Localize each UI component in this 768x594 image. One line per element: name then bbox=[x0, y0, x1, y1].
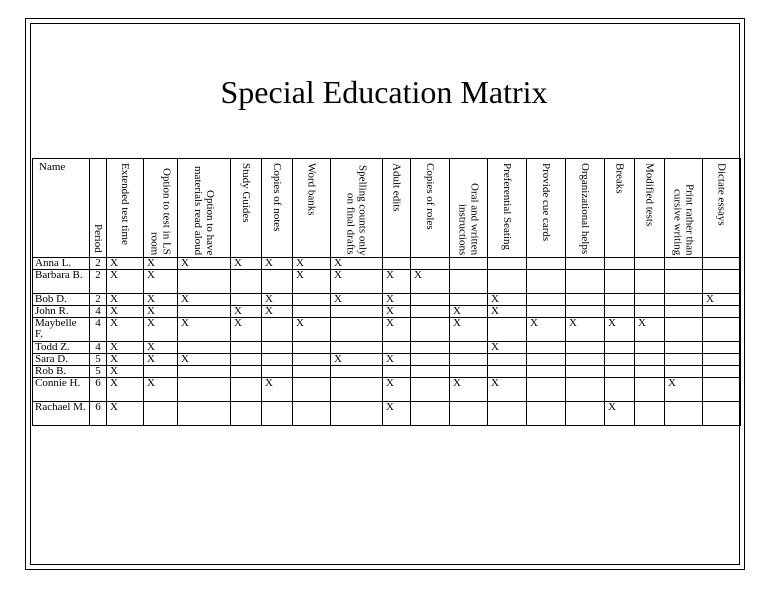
check-mark: X bbox=[110, 377, 118, 389]
check-mark: X bbox=[296, 269, 304, 281]
check-mark: X bbox=[386, 293, 394, 305]
matrix-cell bbox=[293, 306, 331, 318]
matrix-cell bbox=[178, 294, 231, 306]
matrix-cell bbox=[411, 366, 450, 378]
accommodation-header bbox=[107, 159, 144, 258]
matrix-cell bbox=[605, 342, 635, 354]
matrix-cell bbox=[262, 366, 293, 378]
student-name: Connie H. bbox=[33, 378, 90, 402]
matrix-cell bbox=[231, 294, 262, 306]
matrix-cell bbox=[293, 258, 331, 270]
matrix-cell bbox=[331, 354, 383, 366]
matrix-cell bbox=[383, 402, 411, 426]
matrix-cell bbox=[605, 366, 635, 378]
check-mark: X bbox=[181, 317, 189, 329]
table-row bbox=[33, 354, 741, 366]
matrix-cell bbox=[635, 378, 665, 402]
matrix-cell bbox=[107, 342, 144, 354]
matrix-cell bbox=[178, 366, 231, 378]
matrix-cell bbox=[293, 354, 331, 366]
matrix-cell bbox=[665, 354, 703, 366]
check-mark: X bbox=[386, 353, 394, 365]
matrix-cell bbox=[144, 270, 178, 294]
student-period: 6 bbox=[90, 402, 107, 426]
accommodation-header bbox=[450, 159, 488, 258]
matrix-cell bbox=[231, 306, 262, 318]
matrix-cell bbox=[262, 342, 293, 354]
matrix-cell bbox=[450, 270, 488, 294]
matrix-cell bbox=[231, 258, 262, 270]
matrix-cell bbox=[231, 342, 262, 354]
accommodation-header bbox=[605, 159, 635, 258]
matrix-cell bbox=[144, 258, 178, 270]
matrix-cell bbox=[383, 354, 411, 366]
matrix-cell bbox=[411, 294, 450, 306]
matrix-cell bbox=[450, 366, 488, 378]
check-mark: X bbox=[491, 377, 499, 389]
matrix-cell bbox=[178, 306, 231, 318]
check-mark: X bbox=[234, 305, 242, 317]
accommodation-header-label: Organizational helps bbox=[579, 163, 591, 255]
matrix-cell bbox=[605, 354, 635, 366]
matrix-cell bbox=[450, 378, 488, 402]
matrix-cell bbox=[178, 354, 231, 366]
matrix-cell bbox=[665, 306, 703, 318]
check-mark: X bbox=[110, 269, 118, 281]
check-mark: X bbox=[110, 401, 118, 413]
accommodation-header-label: Copies of roles bbox=[424, 163, 436, 230]
matrix-cell bbox=[293, 270, 331, 294]
matrix-cell bbox=[107, 258, 144, 270]
matrix-cell bbox=[331, 342, 383, 354]
table-row bbox=[33, 378, 741, 402]
check-mark: X bbox=[668, 377, 676, 389]
matrix-cell bbox=[566, 402, 605, 426]
matrix-cell bbox=[703, 294, 741, 306]
check-mark: X bbox=[181, 353, 189, 365]
student-period: 5 bbox=[90, 366, 107, 378]
check-mark: X bbox=[386, 317, 394, 329]
student-name: Bob D. bbox=[33, 294, 90, 306]
matrix-cell bbox=[488, 366, 527, 378]
matrix-cell bbox=[703, 306, 741, 318]
matrix-cell bbox=[605, 378, 635, 402]
accommodation-header-label: Adult edits bbox=[390, 163, 403, 212]
matrix-cell bbox=[331, 294, 383, 306]
check-mark: X bbox=[334, 293, 342, 305]
accommodation-header-label: Breaks bbox=[613, 163, 626, 194]
table-row bbox=[33, 342, 741, 354]
matrix-cell bbox=[488, 354, 527, 366]
matrix-cell bbox=[107, 270, 144, 294]
matrix-cell bbox=[262, 294, 293, 306]
matrix-cell bbox=[144, 366, 178, 378]
check-mark: X bbox=[386, 401, 394, 413]
matrix-cell bbox=[411, 378, 450, 402]
matrix-cell bbox=[144, 354, 178, 366]
matrix-cell bbox=[383, 318, 411, 342]
student-name: Rachael M. bbox=[33, 402, 90, 426]
matrix-cell bbox=[262, 402, 293, 426]
matrix-cell bbox=[331, 306, 383, 318]
matrix-cell bbox=[107, 378, 144, 402]
check-mark: X bbox=[265, 377, 273, 389]
matrix-cell bbox=[262, 258, 293, 270]
accommodation-header-label: Study Guides bbox=[240, 163, 252, 223]
check-mark: X bbox=[110, 293, 118, 305]
matrix-cell bbox=[635, 306, 665, 318]
check-mark: X bbox=[234, 317, 242, 329]
matrix-cell bbox=[605, 318, 635, 342]
accommodation-header-label: Extended test time bbox=[119, 163, 131, 245]
matrix-cell bbox=[488, 402, 527, 426]
accommodation-header bbox=[527, 159, 566, 258]
check-mark: X bbox=[334, 257, 342, 269]
accommodation-header-label: Oral and written instructions bbox=[456, 182, 481, 255]
period-header bbox=[90, 159, 107, 258]
matrix-cell bbox=[605, 402, 635, 426]
matrix-cell bbox=[566, 294, 605, 306]
matrix-cell bbox=[178, 318, 231, 342]
table-row bbox=[33, 402, 741, 426]
accommodation-header-label: Option to have materials read aloud bbox=[192, 165, 216, 255]
matrix-cell bbox=[527, 366, 566, 378]
check-mark: X bbox=[110, 257, 118, 269]
table-row bbox=[33, 270, 741, 294]
check-mark: X bbox=[386, 269, 394, 281]
student-name: Maybelle F. bbox=[33, 318, 90, 342]
student-name: Todd Z. bbox=[33, 342, 90, 354]
matrix-cell bbox=[450, 294, 488, 306]
matrix-cell bbox=[527, 318, 566, 342]
matrix-cell bbox=[665, 342, 703, 354]
matrix-cell bbox=[566, 270, 605, 294]
matrix-cell bbox=[262, 378, 293, 402]
matrix-cell bbox=[293, 378, 331, 402]
student-name: Anna L. bbox=[33, 258, 90, 270]
student-name: Rob B. bbox=[33, 366, 90, 378]
matrix-cell bbox=[178, 342, 231, 354]
matrix-cell bbox=[635, 318, 665, 342]
accommodation-header bbox=[293, 159, 331, 258]
matrix-cell bbox=[231, 318, 262, 342]
page-title: Special Education Matrix bbox=[220, 74, 548, 110]
table-row bbox=[33, 366, 741, 378]
student-period: 4 bbox=[90, 306, 107, 318]
check-mark: X bbox=[491, 293, 499, 305]
accommodation-header bbox=[383, 159, 411, 258]
matrix-cell bbox=[450, 258, 488, 270]
check-mark: X bbox=[147, 257, 155, 269]
check-mark: X bbox=[386, 305, 394, 317]
matrix-cell bbox=[566, 306, 605, 318]
matrix-cell bbox=[566, 354, 605, 366]
check-mark: X bbox=[265, 305, 273, 317]
table-row bbox=[33, 306, 741, 318]
matrix-cell bbox=[566, 378, 605, 402]
matrix-cell bbox=[605, 270, 635, 294]
matrix-cell bbox=[144, 318, 178, 342]
check-mark: X bbox=[608, 401, 616, 413]
check-mark: X bbox=[296, 317, 304, 329]
matrix-cell bbox=[665, 366, 703, 378]
check-mark: X bbox=[110, 353, 118, 365]
matrix-cell bbox=[293, 342, 331, 354]
check-mark: X bbox=[414, 269, 422, 281]
matrix-cell bbox=[262, 306, 293, 318]
matrix-cell bbox=[262, 318, 293, 342]
accommodation-header bbox=[331, 159, 383, 258]
matrix-cell bbox=[635, 354, 665, 366]
matrix-cell bbox=[635, 294, 665, 306]
header-row bbox=[33, 159, 741, 258]
accommodation-header bbox=[488, 159, 527, 258]
matrix-cell bbox=[411, 306, 450, 318]
accommodation-header-label: Print rather than cursive writing bbox=[671, 183, 696, 255]
matrix-cell bbox=[411, 318, 450, 342]
check-mark: X bbox=[147, 293, 155, 305]
matrix-cell bbox=[178, 270, 231, 294]
accommodation-header bbox=[262, 159, 293, 258]
matrix-cell bbox=[527, 270, 566, 294]
check-mark: X bbox=[181, 293, 189, 305]
matrix-cell bbox=[331, 402, 383, 426]
check-mark: X bbox=[110, 365, 118, 377]
matrix-cell bbox=[383, 306, 411, 318]
matrix-cell bbox=[527, 378, 566, 402]
matrix-cell bbox=[635, 342, 665, 354]
matrix-cell bbox=[107, 366, 144, 378]
accommodation-header bbox=[411, 159, 450, 258]
student-period: 2 bbox=[90, 294, 107, 306]
matrix-cell bbox=[450, 318, 488, 342]
matrix-cell bbox=[488, 270, 527, 294]
check-mark: X bbox=[147, 353, 155, 365]
student-period: 6 bbox=[90, 378, 107, 402]
check-mark: X bbox=[110, 341, 118, 353]
matrix-cell bbox=[144, 402, 178, 426]
matrix-cell bbox=[450, 354, 488, 366]
matrix-cell bbox=[703, 342, 741, 354]
matrix-cell bbox=[383, 294, 411, 306]
matrix-cell bbox=[527, 402, 566, 426]
matrix-cell bbox=[635, 402, 665, 426]
matrix-cell bbox=[566, 258, 605, 270]
matrix-cell bbox=[383, 258, 411, 270]
matrix-cell bbox=[293, 402, 331, 426]
name-header: Name bbox=[33, 159, 90, 258]
check-mark: X bbox=[491, 305, 499, 317]
accommodation-header-label: Spelling counts only on final drafts bbox=[344, 164, 369, 255]
matrix-cell bbox=[665, 258, 703, 270]
check-mark: X bbox=[453, 305, 461, 317]
matrix-cell bbox=[665, 402, 703, 426]
matrix-cell bbox=[635, 258, 665, 270]
student-name: Sara D. bbox=[33, 354, 90, 366]
check-mark: X bbox=[706, 293, 714, 305]
student-period: 2 bbox=[90, 270, 107, 294]
student-period: 2 bbox=[90, 258, 107, 270]
matrix-cell bbox=[383, 378, 411, 402]
check-mark: X bbox=[110, 317, 118, 329]
matrix-cell bbox=[605, 306, 635, 318]
check-mark: X bbox=[234, 257, 242, 269]
matrix-cell bbox=[411, 342, 450, 354]
matrix-cell bbox=[605, 294, 635, 306]
check-mark: X bbox=[386, 377, 394, 389]
matrix-cell bbox=[231, 270, 262, 294]
matrix-cell bbox=[566, 342, 605, 354]
matrix-cell bbox=[488, 378, 527, 402]
table-row bbox=[33, 258, 741, 270]
matrix-cell bbox=[527, 354, 566, 366]
student-period: 5 bbox=[90, 354, 107, 366]
check-mark: X bbox=[491, 341, 499, 353]
table-row bbox=[33, 294, 741, 306]
matrix-cell bbox=[293, 294, 331, 306]
matrix-cell bbox=[527, 342, 566, 354]
matrix-cell bbox=[331, 258, 383, 270]
matrix-cell bbox=[411, 270, 450, 294]
matrix-cell bbox=[488, 318, 527, 342]
check-mark: X bbox=[453, 377, 461, 389]
matrix-cell bbox=[488, 258, 527, 270]
check-mark: X bbox=[181, 257, 189, 269]
period-header-label: Period bbox=[92, 224, 104, 253]
student-name: John R. bbox=[33, 306, 90, 318]
matrix-cell bbox=[703, 318, 741, 342]
check-mark: X bbox=[265, 293, 273, 305]
matrix-cell bbox=[107, 318, 144, 342]
accommodations-matrix bbox=[32, 158, 741, 426]
matrix-cell bbox=[703, 270, 741, 294]
accommodation-header bbox=[635, 159, 665, 258]
matrix-cell bbox=[331, 378, 383, 402]
matrix-cell bbox=[488, 294, 527, 306]
matrix-cell bbox=[605, 258, 635, 270]
matrix-cell bbox=[107, 354, 144, 366]
student-period: 4 bbox=[90, 318, 107, 342]
matrix-cell bbox=[178, 378, 231, 402]
check-mark: X bbox=[453, 317, 461, 329]
check-mark: X bbox=[110, 305, 118, 317]
matrix-cell bbox=[703, 402, 741, 426]
table-row bbox=[33, 318, 741, 342]
matrix-cell bbox=[488, 342, 527, 354]
matrix-cell bbox=[411, 354, 450, 366]
matrix-cell bbox=[178, 258, 231, 270]
accommodation-header-label: Modified tests bbox=[643, 163, 656, 227]
matrix-cell bbox=[703, 258, 741, 270]
accommodation-header-label: Preferential Seating bbox=[501, 163, 513, 251]
matrix-cell bbox=[527, 294, 566, 306]
matrix-cell bbox=[262, 270, 293, 294]
matrix-cell bbox=[665, 378, 703, 402]
matrix-cell bbox=[231, 378, 262, 402]
check-mark: X bbox=[296, 257, 304, 269]
check-mark: X bbox=[334, 353, 342, 365]
accommodation-header bbox=[665, 159, 703, 258]
matrix-cell bbox=[665, 294, 703, 306]
check-mark: X bbox=[147, 377, 155, 389]
matrix-cell bbox=[665, 270, 703, 294]
matrix-cell bbox=[450, 306, 488, 318]
accommodation-header bbox=[566, 159, 605, 258]
matrix-cell bbox=[231, 354, 262, 366]
check-mark: X bbox=[265, 257, 273, 269]
check-mark: X bbox=[638, 317, 646, 329]
matrix-cell bbox=[262, 354, 293, 366]
matrix-cell bbox=[665, 318, 703, 342]
matrix-cell bbox=[450, 342, 488, 354]
check-mark: X bbox=[147, 317, 155, 329]
accommodation-header-label: Word banks bbox=[305, 163, 318, 216]
matrix-cell bbox=[566, 318, 605, 342]
check-mark: X bbox=[147, 305, 155, 317]
matrix-cell bbox=[231, 402, 262, 426]
matrix-cell bbox=[178, 402, 231, 426]
matrix-cell bbox=[635, 270, 665, 294]
accommodation-header bbox=[144, 159, 178, 258]
matrix-cell bbox=[566, 366, 605, 378]
matrix-cell bbox=[703, 354, 741, 366]
matrix-cell bbox=[411, 258, 450, 270]
check-mark: X bbox=[608, 317, 616, 329]
student-period: 4 bbox=[90, 342, 107, 354]
matrix-cell bbox=[383, 270, 411, 294]
matrix-cell bbox=[411, 402, 450, 426]
student-name: Barbara B. bbox=[33, 270, 90, 294]
matrix-cell bbox=[331, 318, 383, 342]
matrix-cell bbox=[293, 318, 331, 342]
accommodation-header-label: Provide cue cards bbox=[540, 163, 552, 242]
accommodation-header-label: Dictate essays bbox=[715, 163, 728, 226]
matrix-cell bbox=[331, 270, 383, 294]
matrix-cell bbox=[703, 378, 741, 402]
matrix-cell bbox=[527, 306, 566, 318]
accommodation-header bbox=[178, 159, 231, 258]
matrix-cell bbox=[144, 342, 178, 354]
matrix-cell bbox=[144, 378, 178, 402]
check-mark: X bbox=[569, 317, 577, 329]
check-mark: X bbox=[147, 341, 155, 353]
matrix-cell bbox=[527, 258, 566, 270]
accommodation-header bbox=[703, 159, 741, 258]
matrix-cell bbox=[107, 294, 144, 306]
accommodation-header-label: Option to test in LS room bbox=[148, 168, 173, 255]
matrix-cell bbox=[635, 366, 665, 378]
check-mark: X bbox=[147, 269, 155, 281]
matrix-cell bbox=[331, 366, 383, 378]
matrix-cell bbox=[293, 366, 331, 378]
matrix-cell bbox=[488, 306, 527, 318]
matrix-cell bbox=[383, 366, 411, 378]
matrix-cell bbox=[231, 366, 262, 378]
matrix-cell bbox=[450, 402, 488, 426]
accommodation-header bbox=[231, 159, 262, 258]
matrix-cell bbox=[144, 306, 178, 318]
accommodation-header-label: Copies of notes bbox=[271, 163, 283, 232]
matrix-body bbox=[33, 258, 741, 426]
check-mark: X bbox=[334, 269, 342, 281]
matrix-cell bbox=[144, 294, 178, 306]
matrix-cell bbox=[107, 402, 144, 426]
matrix-cell bbox=[703, 366, 741, 378]
matrix-cell bbox=[107, 306, 144, 318]
matrix-cell bbox=[383, 342, 411, 354]
check-mark: X bbox=[530, 317, 538, 329]
